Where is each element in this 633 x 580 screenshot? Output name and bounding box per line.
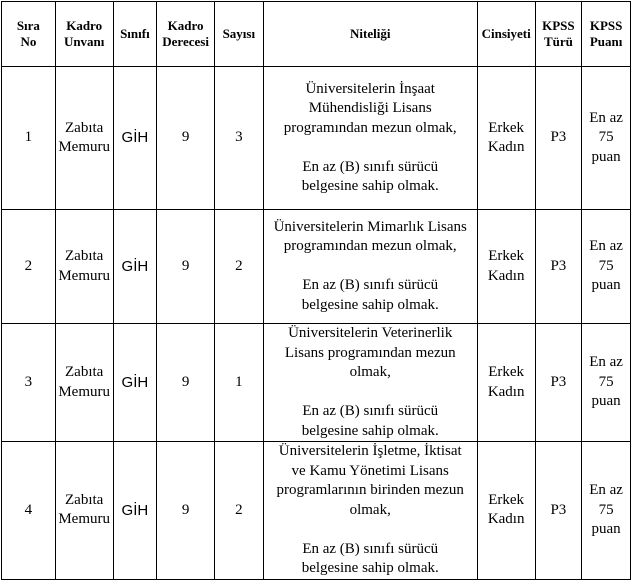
paragraph-gap xyxy=(265,138,476,158)
header-kpss-turu-line2: Türü xyxy=(543,34,573,49)
cell-sinif: GİH xyxy=(113,442,157,580)
unvan-line: Zabıta xyxy=(65,491,104,508)
cell-unvan xyxy=(55,210,113,324)
ehliyet-line: belgesine sahip olmak. xyxy=(301,178,439,194)
nitelik-line: ve Kamu Yönetimi Lisans xyxy=(291,462,449,479)
cinsiyet-line: Kadın xyxy=(487,383,525,400)
header-sira-no-line2: No xyxy=(20,34,37,49)
unvan-line: Memuru xyxy=(58,511,110,528)
cell-sira: 3 xyxy=(2,324,56,442)
cinsiyet-line: Erkek xyxy=(488,119,525,136)
unvan-line: Memuru xyxy=(58,383,110,400)
header-kadro-derecesi-line1: Kadro xyxy=(167,18,204,33)
cell-cinsiyet xyxy=(477,324,535,442)
header-kpss-puani-line2: Puanı xyxy=(589,34,623,49)
cell-sayi: 3 xyxy=(215,67,264,210)
unvan-line: Zabıta xyxy=(65,364,104,380)
kpss-puani-line: puan xyxy=(591,393,621,410)
header-niteligi: Niteliği xyxy=(263,2,477,67)
header-kadro-derecesi xyxy=(157,2,215,67)
table-row xyxy=(2,324,631,442)
kpss-puani-line: 75 xyxy=(598,129,614,146)
cell-kpss-turu: P3 xyxy=(535,442,582,580)
cell-sayi: 2 xyxy=(215,442,264,580)
nitelik-line: Üniversitelerin Mimarlık Lisans xyxy=(273,218,467,235)
cell-kpss-turu: P3 xyxy=(535,67,582,210)
cell-kpss-puani xyxy=(582,324,631,442)
cinsiyet-line: Erkek xyxy=(488,248,525,264)
cell-nitelik xyxy=(263,442,477,580)
ehliyet-line: En az (B) sınıfı sürücü xyxy=(302,540,439,557)
paragraph-gap xyxy=(265,520,476,540)
paragraph-gap xyxy=(265,383,476,403)
header-cinsiyeti: Cinsiyeti xyxy=(477,2,535,67)
table-row xyxy=(2,67,631,210)
cell-unvan xyxy=(55,442,113,580)
unvan-line: Memuru xyxy=(58,267,110,284)
header-sira-no-line1: Sıra xyxy=(16,18,40,33)
cell-derece: 9 xyxy=(157,324,215,442)
header-kpss-turu-line1: KPSS xyxy=(542,18,575,33)
header-sayisi: Sayısı xyxy=(215,2,264,67)
cell-sinif: GİH xyxy=(113,210,157,324)
cell-nitelik xyxy=(263,210,477,324)
cell-sayi: 2 xyxy=(215,210,264,324)
cell-nitelik xyxy=(263,324,477,442)
cell-nitelik xyxy=(263,67,477,210)
kpss-puani-line: 75 xyxy=(598,257,614,274)
nitelik-line: olmak, xyxy=(349,364,391,380)
cinsiyet-line: Erkek xyxy=(488,491,525,508)
unvan-line: Zabıta xyxy=(65,119,104,136)
nitelik-line: Üniversitelerin İşletme, İktisat xyxy=(278,443,462,459)
cell-sira: 2 xyxy=(2,210,56,324)
header-kpss-puani-line1: KPSS xyxy=(589,18,623,33)
cell-derece: 9 xyxy=(157,210,215,324)
cell-derece: 9 xyxy=(157,442,215,580)
kpss-puani-line: puan xyxy=(591,148,621,165)
cell-sinif: GİH xyxy=(113,324,157,442)
ehliyet-line: belgesine sahip olmak. xyxy=(301,296,439,313)
kpss-puani-line: puan xyxy=(591,277,621,294)
cell-kpss-turu: P3 xyxy=(535,210,582,324)
cell-sayi: 1 xyxy=(215,324,264,442)
ehliyet-line: belgesine sahip olmak. xyxy=(301,422,439,439)
cinsiyet-line: Kadın xyxy=(487,267,525,284)
kpss-puani-line: puan xyxy=(591,521,621,537)
header-sinifi: Sınıfı xyxy=(113,2,157,67)
cell-derece: 9 xyxy=(157,67,215,210)
cell-cinsiyet xyxy=(477,67,535,210)
staff-requirements-table xyxy=(1,1,631,580)
unvan-line: Zabıta xyxy=(65,248,104,264)
header-kadro-unvani-line2: Unvanı xyxy=(63,34,105,49)
cell-sinif: GİH xyxy=(113,67,157,210)
nitelik-line: Üniversitelerin Veterinerlik xyxy=(288,325,453,341)
cinsiyet-line: Kadın xyxy=(487,139,525,155)
cinsiyet-line: Erkek xyxy=(488,364,525,380)
paragraph-gap xyxy=(265,257,476,277)
kpss-puani-line: En az xyxy=(589,482,623,498)
kpss-puani-line: En az xyxy=(589,238,623,255)
nitelik-line: programlarının birinden mezun xyxy=(276,482,464,498)
cell-cinsiyet xyxy=(477,442,535,580)
cell-cinsiyet xyxy=(477,210,535,324)
cell-kpss-puani xyxy=(582,442,631,580)
unvan-line: Memuru xyxy=(58,139,110,155)
ehliyet-line: belgesine sahip olmak. xyxy=(301,560,439,576)
header-sira-no xyxy=(2,2,56,67)
nitelik-line: Üniversitelerin İnşaat xyxy=(305,80,435,97)
cell-unvan xyxy=(55,324,113,442)
header-row xyxy=(2,2,631,67)
header-kadro-unvani xyxy=(55,2,113,67)
header-kpss-turu xyxy=(535,2,582,67)
nitelik-line: programından mezun olmak, xyxy=(283,119,457,136)
cell-unvan xyxy=(55,67,113,210)
header-kadro-unvani-line1: Kadro xyxy=(66,18,103,33)
kpss-puani-line: 75 xyxy=(598,373,614,390)
table-row xyxy=(2,210,631,324)
nitelik-line: Lisans programından mezun xyxy=(284,344,456,361)
nitelik-line: programından mezun olmak, xyxy=(283,238,457,255)
nitelik-line: Mühendisliği Lisans xyxy=(308,100,432,116)
ehliyet-line: En az (B) sınıfı sürücü xyxy=(302,277,439,294)
cinsiyet-line: Kadın xyxy=(487,511,525,528)
header-kadro-derecesi-line2: Derecesi xyxy=(162,34,209,49)
nitelik-line: olmak, xyxy=(349,501,391,518)
cell-sira: 4 xyxy=(2,442,56,580)
kpss-puani-line: En az xyxy=(589,109,623,126)
cell-kpss-turu: P3 xyxy=(535,324,582,442)
cell-kpss-puani xyxy=(582,210,631,324)
cell-kpss-puani xyxy=(582,67,631,210)
ehliyet-line: En az (B) sınıfı sürücü xyxy=(302,403,439,419)
table-row xyxy=(2,442,631,580)
ehliyet-line: En az (B) sınıfı sürücü xyxy=(302,158,439,175)
header-kpss-puani xyxy=(582,2,631,67)
kpss-puani-line: En az xyxy=(589,354,623,371)
cell-sira: 1 xyxy=(2,67,56,210)
kpss-puani-line: 75 xyxy=(598,501,614,518)
